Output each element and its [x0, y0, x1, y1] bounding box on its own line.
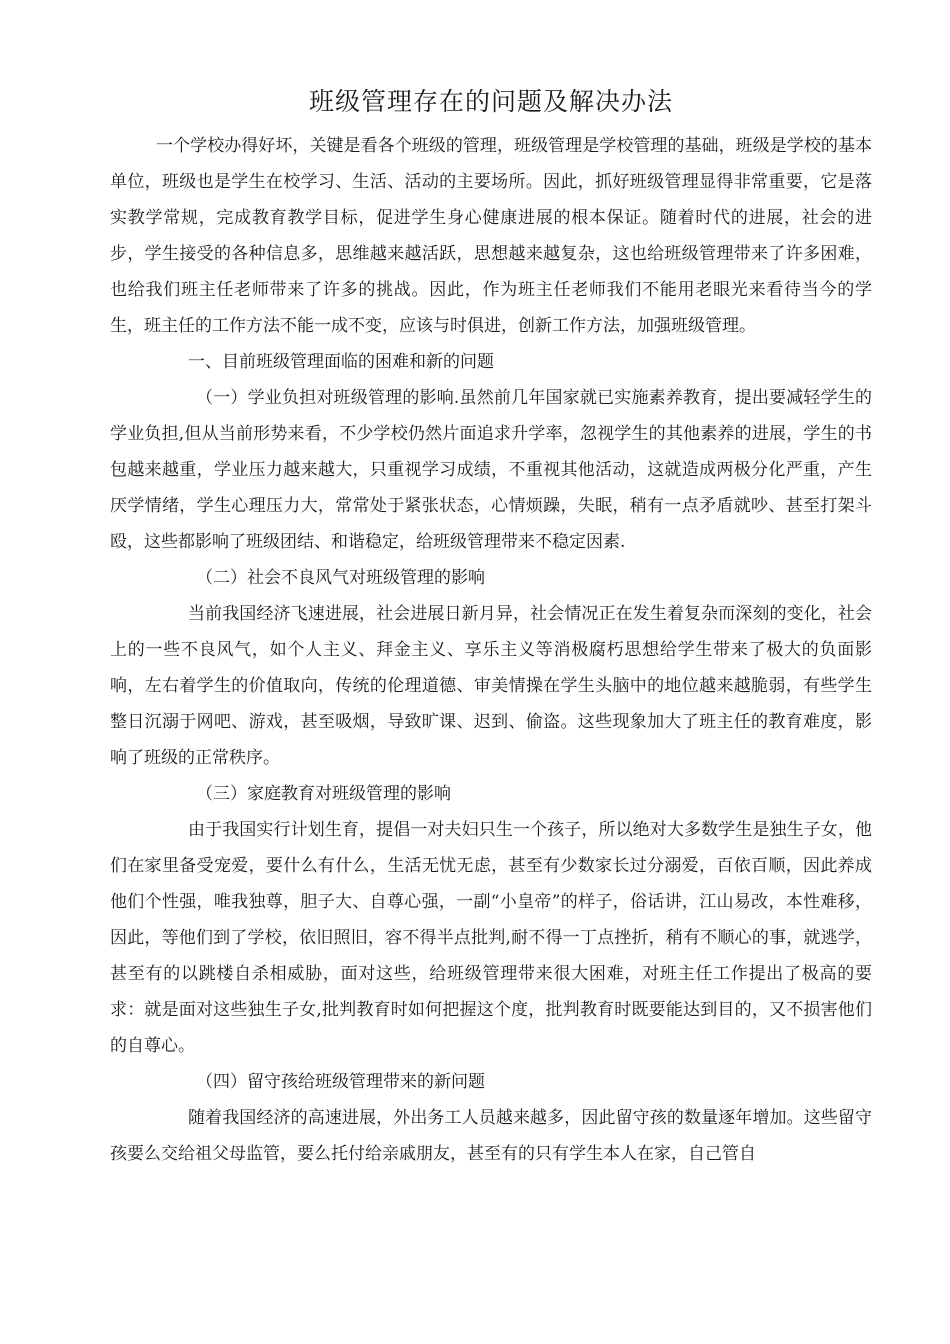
subsection-3-heading: （三）家庭教育对班级管理的影响 [196, 784, 451, 804]
intro-paragraph: 一个学校办得好坏，关键是看各个班级的管理，班级管理是学校管理的基础，班级是学校的基本单位，班级也是学生在校学习、生活、活动的主要场所。因此，抓好班级管理显得非常重要，它是落实教学常规，完成教育教学目标，促进学生身心健康进展的根本保证。随着时代的进展，社会的进步，学生接受的各种信息多，思维越来越活跃，思想越来越复杂，这也给班级管理带来了许多困难，也给我们班主任老师带来了许多的挑战。因此，作为班主任老师我们不能用老眼光来看待当今的学生，班主任的工作方法不能一成不变，应该与时俱进，创新工作方法，加强班级管理。 [110, 136, 872, 336]
document-title: 班级管理存在的问题及解决办法 [308, 87, 673, 116]
subsection-2-paragraph: 当前我国经济飞速进展，社会进展日新月异，社会情况正在发生着复杂而深刻的变化，社会上的一些不良风气，如个人主义、拜金主义、享乐主义等消极腐朽思想给学生带来了极大的负面影响，左右着学生的价值取向，传统的伦理道德、审美情操在学生头脑中的地位越来越脆弱，有些学生整日沉溺于网吧、游戏，甚至吸烟，导致旷课、迟到、偷盗。这些现象加大了班主任的教育难度，影响了班级的正常秩序。 [110, 604, 872, 768]
section-heading-1: 一、目前班级管理面临的困难和新的问题 [188, 352, 494, 372]
subsection-1-paragraph: （一）学业负担对班级管理的影响.虽然前几年国家就已实施素养教育，提出要减轻学生的学业负担,但从当前形势来看，不少学校仍然片面追求升学率，忽视学生的其他素养的进展，学生的书包越来越重，学业压力越来越大，只重视学习成绩，不重视其他活动，这就造成两极分化严重，产生厌学情绪，学生心理压力大，常常处于紧张状态，心情烦躁，失眠，稍有一点矛盾就吵、甚至打架斗殴，这些都影响了班级团结、和谐稳定，给班级管理带来不稳定因素. [110, 388, 872, 552]
document-page [110, 82, 872, 1172]
subsection-3-paragraph: 由于我国实行计划生育，提倡一对夫妇只生一个孩子，所以绝对大多数学生是独生子女，他们在家里备受宠爱，要什么有什么，生活无忧无虑，甚至有少数家长过分溺爱，百依百顺，因此养成他们个性强，唯我独尊，胆子大、自尊心强，一副“小皇帝”的样子，俗话讲，江山易改，本性难移，因此，等他们到了学校，依旧照旧，容不得半点批判,耐不得一丁点挫折，稍有不顺心的事，就逃学，甚至有的以跳楼自杀相威胁，面对这些，给班级管理带来很大困难，对班主任工作提出了极高的要求：就是面对这些独生子女,批判教育时如何把握这个度，批判教育时既要能达到目的，又不损害他们的自尊心。 [110, 820, 872, 1056]
subsection-2-heading: （二）社会不良风气对班级管理的影响 [196, 568, 485, 588]
subsection-4-paragraph: 随着我国经济的高速进展，外出务工人员越来越多，因此留守孩的数量逐年增加。这些留守孩要么交给祖父母监管，要么托付给亲戚朋友，甚至有的只有学生本人在家，自己管自 [110, 1108, 872, 1164]
subsection-4-heading: （四）留守孩给班级管理带来的新问题 [196, 1072, 485, 1092]
